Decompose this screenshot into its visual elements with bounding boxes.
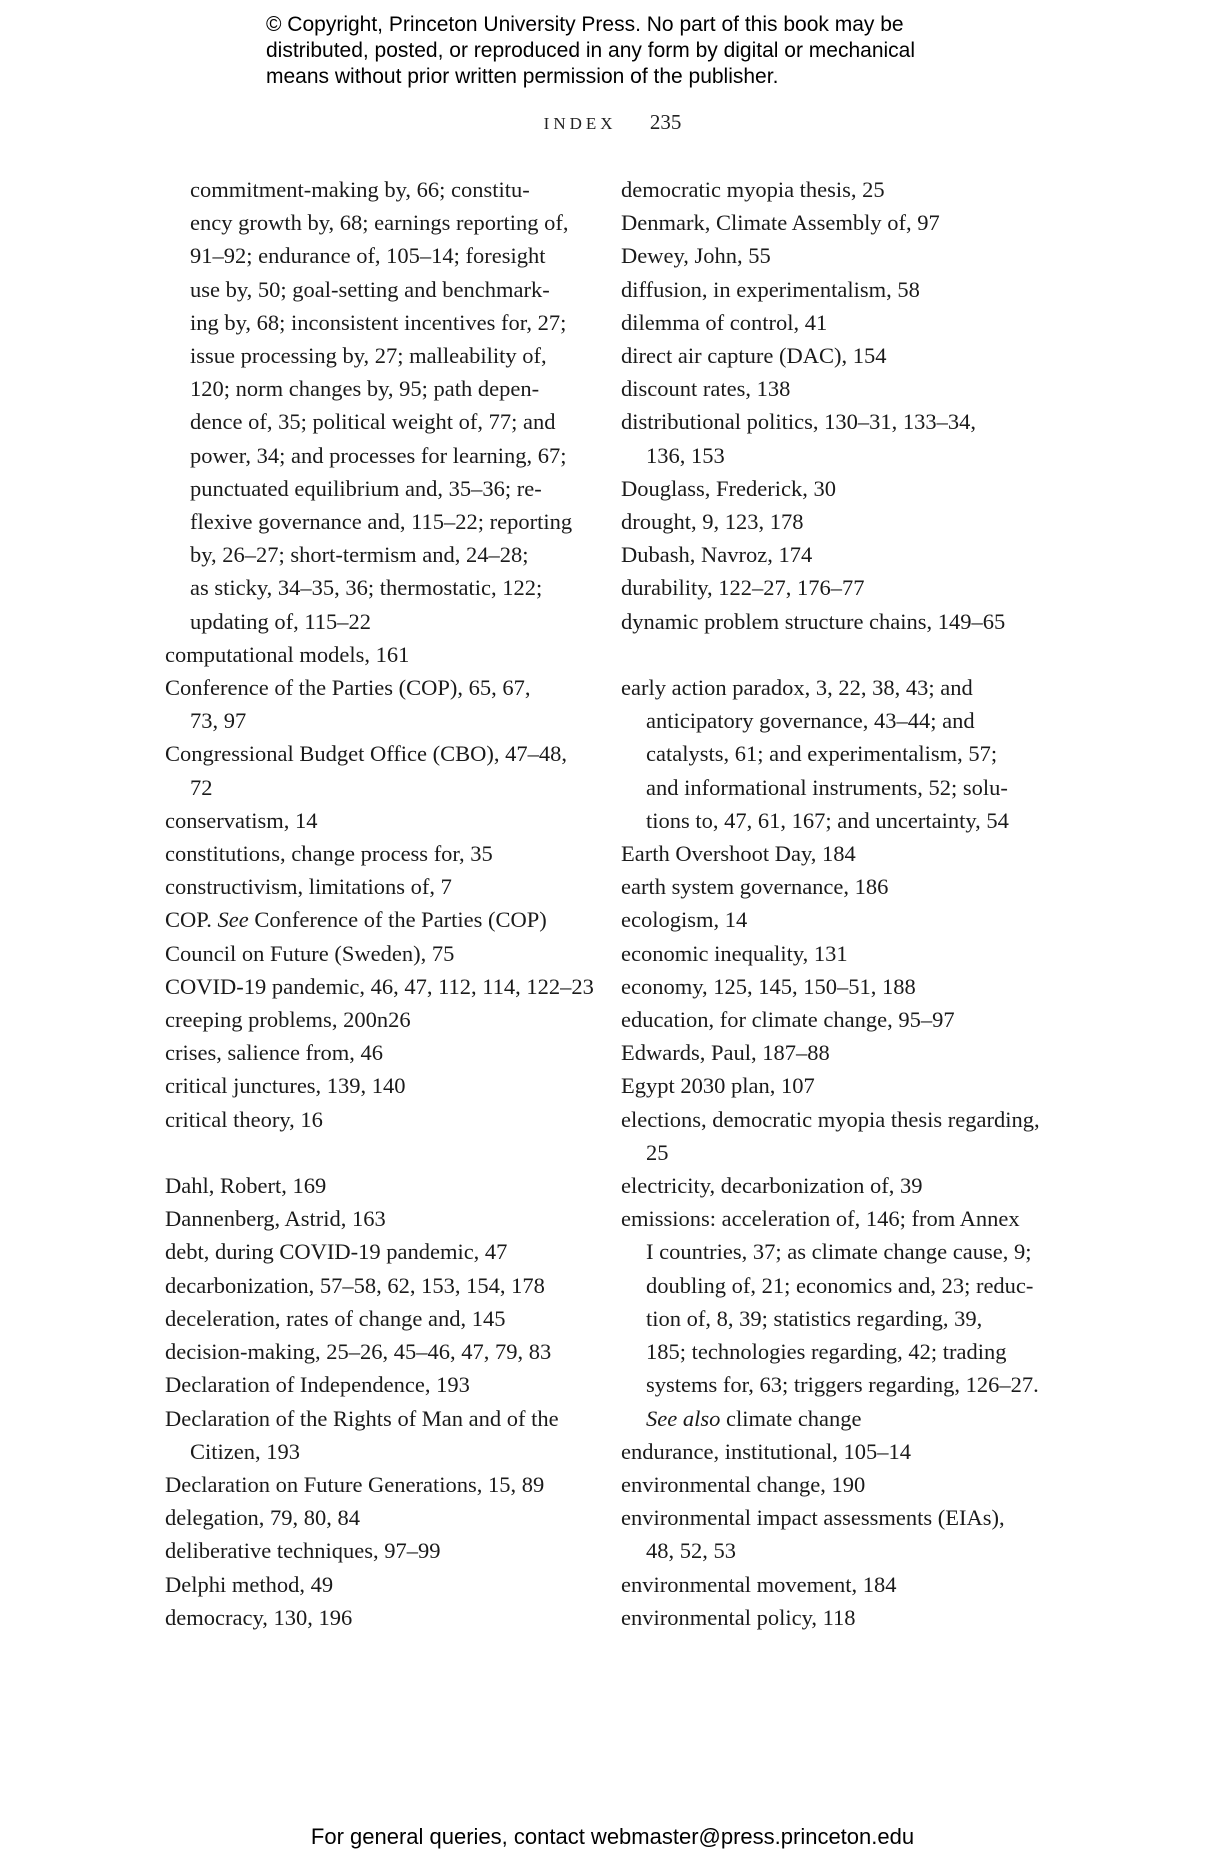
index-entry: endurance, institutional, 105–14 — [621, 1438, 911, 1464]
index-entry-continuation: punctuated equilibrium and, 35–36; re- — [190, 475, 542, 501]
index-entry-continuation: 72 — [190, 774, 213, 800]
index-entry-continuation: flexive governance and, 115–22; reporting — [190, 509, 573, 535]
index-entry: emissions: acceleration of, 146; from Annex — [621, 1206, 1020, 1232]
index-entry: COP. See Conference of the Parties (COP) — [165, 907, 547, 933]
index-entry: deliberative techniques, 97–99 — [165, 1538, 441, 1564]
index-entry: Council on Future (Sweden), 75 — [165, 940, 455, 966]
index-entry: Egypt 2030 plan, 107 — [621, 1073, 815, 1099]
index-entry: Edwards, Paul, 187–88 — [621, 1040, 830, 1066]
index-entry-continuation: systems for, 63; triggers regarding, 126–27. — [646, 1372, 1039, 1398]
index-entry-continuation: 185; technologies regarding, 42; trading — [646, 1339, 1007, 1365]
index-entry: direct air capture (DAC), 154 — [621, 343, 887, 369]
index-entry: diffusion, in experimentalism, 58 — [621, 276, 920, 302]
index-entry-continuation: as sticky, 34–35, 36; thermostatic, 122; — [190, 575, 543, 601]
index-entry: environmental policy, 118 — [621, 1604, 856, 1630]
index-entry: Conference of the Parties (COP), 65, 67, — [165, 675, 531, 701]
index-entry: Declaration of Independence, 193 — [165, 1372, 470, 1398]
index-entry: drought, 9, 123, 178 — [621, 509, 804, 535]
index-column-right — [621, 173, 1061, 1634]
index-entry: COVID-19 pandemic, 46, 47, 112, 114, 122–23 — [165, 973, 594, 999]
index-entry-continuation: anticipatory governance, 43–44; and — [646, 708, 975, 734]
index-entry: electricity, decarbonization of, 39 — [621, 1173, 923, 1199]
index-entry-continuation: Citizen, 193 — [190, 1438, 300, 1464]
index-entry-continuation: 91–92; endurance of, 105–14; foresight — [190, 243, 546, 269]
index-entry-continuation: use by, 50; goal-setting and benchmark- — [190, 276, 550, 302]
index-entry: ecologism, 14 — [621, 907, 748, 933]
index-entry: elections, democratic myopia thesis regarding, — [621, 1106, 1040, 1132]
index-entry: education, for climate change, 95–97 — [621, 1007, 955, 1033]
index-entry-continuation: 136, 153 — [646, 442, 725, 468]
index-entry: discount rates, 138 — [621, 376, 791, 402]
index-entry: critical junctures, 139, 140 — [165, 1073, 406, 1099]
index-entry: Earth Overshoot Day, 184 — [621, 841, 856, 867]
index-entry: durability, 122–27, 176–77 — [621, 575, 865, 601]
copyright-line: © Copyright, Princeton University Press. No part of this book may be — [266, 13, 904, 36]
index-entry: decision-making, 25–26, 45–46, 47, 79, 83 — [165, 1339, 552, 1365]
index-entry: distributional politics, 130–31, 133–34, — [621, 409, 976, 435]
index-entry: delegation, 79, 80, 84 — [165, 1505, 360, 1531]
index-entry: environmental impact assessments (EIAs), — [621, 1505, 1005, 1531]
page-number: 235 — [649, 110, 682, 134]
index-entry-continuation: updating of, 115–22 — [190, 608, 372, 634]
index-entry-continuation: and informational instruments, 52; solu- — [646, 774, 1008, 800]
footer-contact: For general queries, contact webmaster@press.princeton.edu — [310, 1824, 915, 1849]
index-entry: democracy, 130, 196 — [165, 1604, 353, 1630]
index-entry: earth system governance, 186 — [621, 874, 889, 900]
index-entry: conservatism, 14 — [165, 807, 318, 833]
index-entry: dilemma of control, 41 — [621, 309, 828, 335]
index-entry-continuation: tion of, 8, 39; statistics regarding, 39, — [646, 1305, 983, 1331]
index-section-gap — [165, 1136, 585, 1169]
index-entry-continuation: 48, 52, 53 — [646, 1538, 736, 1564]
running-head-label: INDEX — [543, 114, 617, 133]
index-entry-continuation: See also climate change — [646, 1405, 862, 1431]
index-entry-continuation: 25 — [646, 1139, 669, 1165]
index-entry: Declaration of the Rights of Man and of the — [165, 1405, 559, 1431]
index-entry-continuation: ency growth by, 68; earnings reporting of, — [190, 210, 569, 236]
index-entry: Denmark, Climate Assembly of, 97 — [621, 210, 940, 236]
index-entry: democratic myopia thesis, 25 — [621, 177, 885, 202]
index-entry: Dubash, Navroz, 174 — [621, 542, 813, 568]
index-entry: Congressional Budget Office (CBO), 47–48, — [165, 741, 568, 767]
index-entry-continuation: by, 26–27; short-termism and, 24–28; — [190, 542, 529, 568]
index-entry: constitutions, change process for, 35 — [165, 841, 493, 867]
running-head — [0, 110, 1225, 135]
index-entry: critical theory, 16 — [165, 1106, 323, 1132]
index-entry-continuation: ing by, 68; inconsistent incentives for, 27; — [190, 309, 567, 335]
index-entry-continuation: commitment-making by, 66; constitu- — [190, 177, 530, 202]
index-entry-continuation: dence of, 35; political weight of, 77; and — [190, 409, 556, 435]
index-section-gap — [621, 638, 1061, 671]
index-entry: environmental change, 190 — [621, 1471, 866, 1497]
index-entry: deceleration, rates of change and, 145 — [165, 1305, 506, 1331]
index-entry-continuation: 73, 97 — [190, 708, 247, 734]
index-entry: Declaration on Future Generations, 15, 89 — [165, 1471, 545, 1497]
index-entry: constructivism, limitations of, 7 — [165, 874, 452, 900]
index-column-left — [165, 173, 594, 1634]
index-entry-continuation: issue processing by, 27; malleability of, — [190, 343, 547, 369]
index-entry-continuation: catalysts, 61; and experimentalism, 57; — [646, 741, 998, 767]
index-entry: dynamic problem structure chains, 149–65 — [621, 608, 1006, 634]
index-entry-continuation: I countries, 37; as climate change cause, 9; — [646, 1239, 1032, 1265]
index-entry-continuation: doubling of, 21; economics and, 23; reduc- — [646, 1272, 1034, 1298]
index-entry: Dahl, Robert, 169 — [165, 1173, 327, 1199]
index-entry: computational models, 161 — [165, 641, 410, 667]
index-entry-continuation: tions to, 47, 61, 167; and uncertainty, 54 — [646, 807, 1009, 833]
index-entry: economy, 125, 145, 150–51, 188 — [621, 973, 916, 999]
index-entry: Delphi method, 49 — [165, 1571, 334, 1597]
index-entry: Dannenberg, Astrid, 163 — [165, 1206, 386, 1232]
copyright-notice — [266, 12, 1026, 90]
index-entry: crises, salience from, 46 — [165, 1040, 384, 1066]
index-entry: creeping problems, 200n26 — [165, 1007, 411, 1033]
index-entry: Douglass, Frederick, 30 — [621, 475, 836, 501]
index-entry: decarbonization, 57–58, 62, 153, 154, 178 — [165, 1272, 545, 1298]
copyright-line: distributed, posted, or reproduced in any form by digital or mechanical — [266, 39, 916, 62]
index-entry: early action paradox, 3, 22, 38, 43; and — [621, 675, 973, 701]
copyright-line: means without prior written permission of the publisher. — [266, 65, 779, 88]
index-entry: Dewey, John, 55 — [621, 243, 771, 269]
index-entry: economic inequality, 131 — [621, 940, 848, 966]
index-entry-continuation: 120; norm changes by, 95; path depen- — [190, 376, 540, 402]
index-entry: debt, during COVID-19 pandemic, 47 — [165, 1239, 508, 1265]
index-entry: environmental movement, 184 — [621, 1571, 897, 1597]
index-entry-continuation: power, 34; and processes for learning, 67; — [190, 442, 567, 468]
